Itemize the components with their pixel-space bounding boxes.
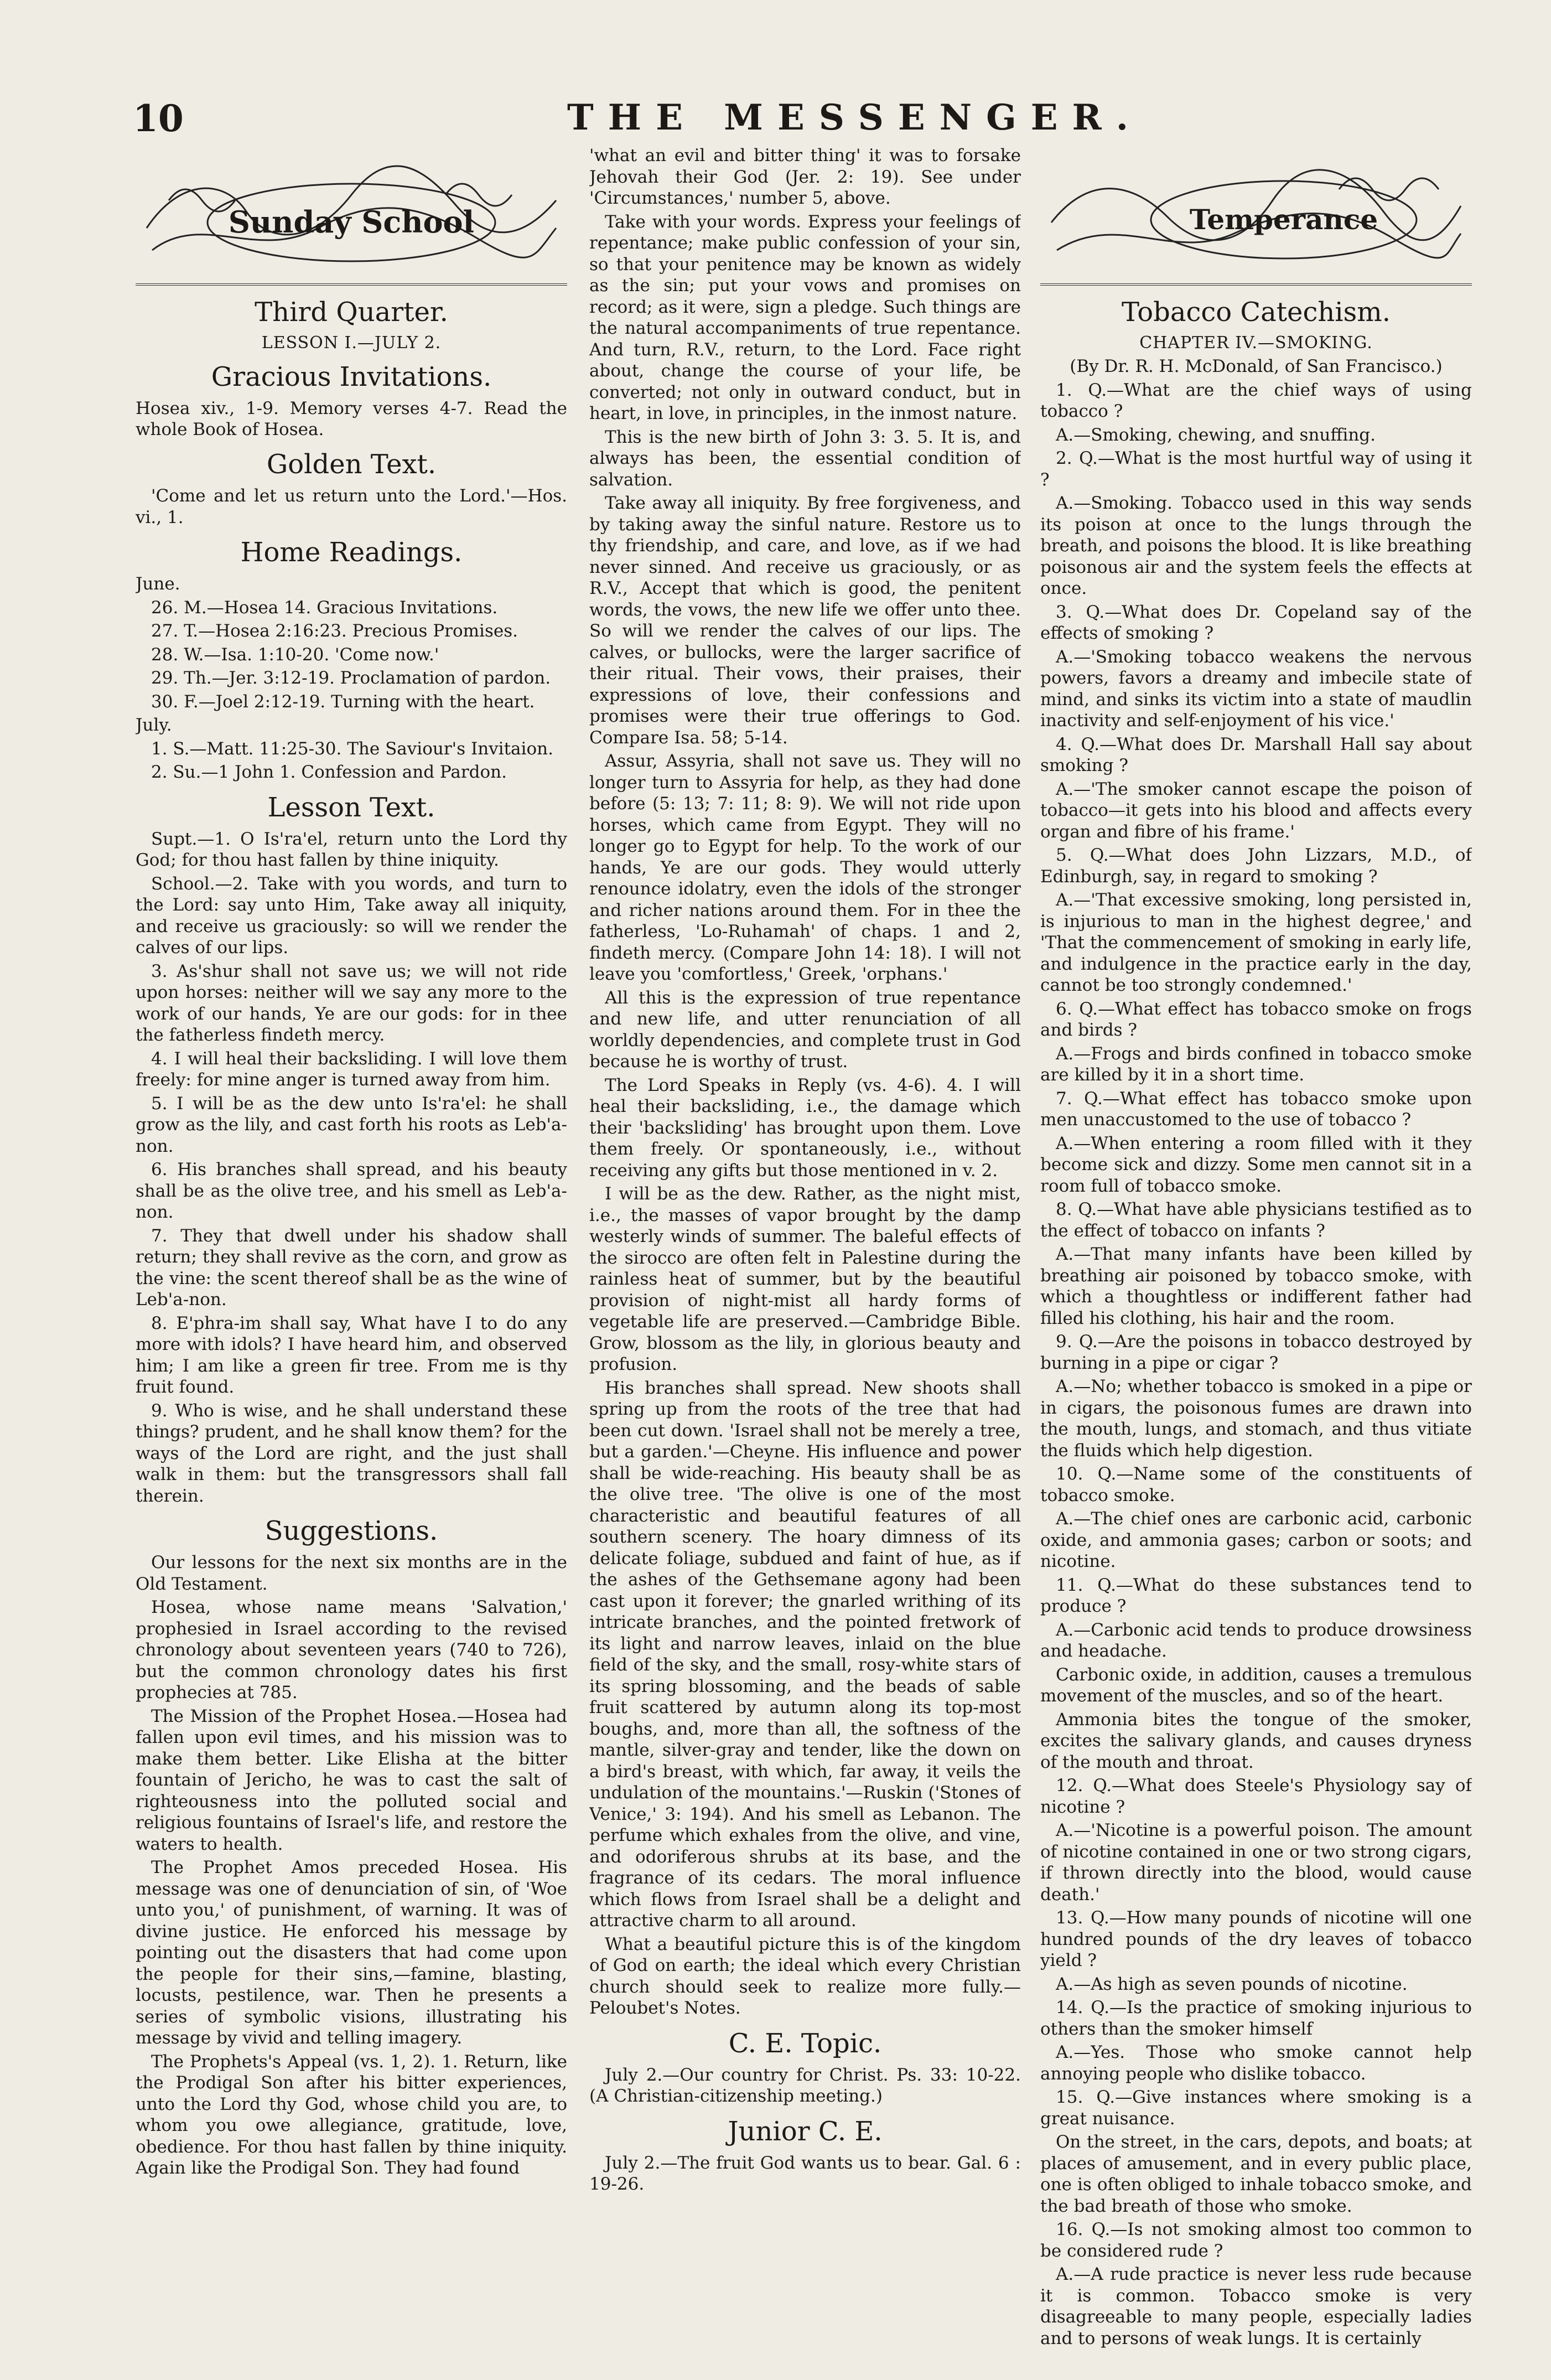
answer: A.—'That excessive smoking, long persisted in, is injurious to man in the highest degree,' and 'That the commencement of smoking in early life, and indulgence in the practice early in the day, cannot be too strongly condemned.' (1040, 890, 1472, 995)
question: 9. Q.—Are the poisons in tobacco destroyed by burning in a pipe or cigar ? (1040, 1332, 1472, 1373)
verse: 7. They that dwell under his shadow shall return; they shall revive as the corn, and grow as the vine: the scent thereof shall be as the wine of Leb'a-non. (136, 1225, 567, 1310)
answer: A.—A rude practice is never less rude because it is common. Tobacco smoke is very disagreeable to many people, especially ladies and to persons of weak lungs. It is certainly (1040, 2264, 1472, 2348)
lesson-text-heading: Lesson Text. (267, 791, 435, 823)
suggestions-body (136, 1552, 567, 2179)
temperance-banner (1040, 145, 1472, 286)
paragraph: This is the new birth of John 3: 3. 5. It is, and always has been, the essential condition of salvation. (589, 427, 1021, 490)
answer: A.—The chief ones are carbonic acid, carbonic oxide, and ammonia gases; carbon or soots; and nicotine. (1040, 1509, 1472, 1571)
list-item: 29. Th.—Jer. 3:12-19. Proclamation of pardon. (151, 668, 551, 688)
ce-topic-text: July 2.—Our country for Christ. Ps. 33: 10-22. (A Christian-citizenship meeting.) (589, 2065, 1021, 2106)
banner-label: Sunday School (228, 204, 475, 240)
paragraph: Take with your words. Express your feelings of repentance; make public confession of your sin, so that your penitence may be known as widely as the sin; put your vows and promises on record; as it were, sign a pledge. Such things are the natural accompaniments of true repentance. And turn, R.V., return, to the Lord. Face right about, change the course of your life, be converted; not only in outward conduct, but in heart, in love, in principles, in the inmost nature. (589, 211, 1021, 423)
list-item: 27. T.—Hosea 2:16:23. Precious Promises. (151, 621, 518, 641)
verse: 9. Who is wise, and he shall understand these things? prudent, and he shall know them? for the ways of the Lord are right, and the just shall walk in them: but the transgressors shall fall therein. (136, 1400, 567, 1506)
question: 15. Q.—Give instances where smoking is a great nuisance. (1040, 2087, 1472, 2129)
lesson-title: Gracious Invitations. (211, 361, 492, 392)
ornamental-banner-icon (136, 145, 567, 283)
paragraph: Our lessons for the next six months are in the Old Testament. (136, 1553, 567, 1594)
question: 7. Q.—What effect has tobacco smoke upon men unaccustomed to the use of tobacco ? (1040, 1088, 1472, 1130)
question: 2. Q.—What is the most hurtful way of using it ? (1040, 448, 1472, 490)
memory-verses: Hosea xiv., 1-9. Memory verses 4-7. Read the whole Book of Hosea. (136, 399, 567, 439)
paragraph: All this is the expression of true repentance and new life, and utter renunciation of all worldly dependencies, and complete trust in God because he is worthy of trust. (589, 987, 1021, 1072)
question: 14. Q.—Is the practice of smoking injurious to others than the smoker himself (1040, 1998, 1472, 2039)
column-temperance (1040, 145, 1472, 2353)
masthead-title: THE MESSENGER. (567, 97, 1143, 138)
answer: A.—Smoking. Tobacco used in this way sends its poison at once to the lungs through the breath, and poisons the blood. It is like breathing poisonous air and the system feels the effects at once. (1040, 493, 1472, 598)
question: 12. Q.—What does Steele's Physiology say of nicotine ? (1040, 1776, 1472, 1817)
junior-ce-text: July 2.—The fruit God wants us to bear. Gal. 6 : 19-26. (589, 2153, 1021, 2194)
golden-text: 'Come and let us return unto the Lord.'—Hos. vi., 1. (136, 486, 567, 527)
sunday-school-banner (136, 145, 567, 286)
catechism-body (1040, 380, 1472, 2350)
list-item: 1. S.—Matt. 11:25-30. The Saviour's Invitaion. (151, 738, 553, 759)
page-header (133, 97, 1483, 141)
answer: A.—'Nicotine is a powerful poison. The amount of nicotine contained in one or two strong cigars, if thrown directly into the blood, would cause death.' (1040, 1820, 1472, 1905)
chapter-label: CHAPTER IV.—SMOKING. (1139, 333, 1373, 353)
quarter-heading: Third Quarter. (255, 297, 448, 328)
answer: A.—Smoking, chewing, and snuffing. (1056, 425, 1376, 445)
question: 6. Q.—What effect has tobacco smoke on frogs and birds ? (1040, 998, 1472, 1040)
verse: 3. As'shur shall not save us; we will not ride upon horses: neither will we say any more to the work of our hands, Ye are our gods: for in thee the fatherless findeth mercy. (136, 961, 567, 1045)
answer: On the street, in the cars, depots, and boats; at places of amusement, and in every public place, one is often obliged to inhale tobacco smoke, and the bad breath of those who smoke. (1040, 2132, 1472, 2216)
ce-topic-heading: C. E. Topic. (728, 2027, 882, 2059)
verse: School.—2. Take with you words, and turn to the Lord: say unto Him, Take away all iniquity, and receive us graciously: so will we render the calves of our lips. (136, 873, 567, 958)
question: 5. Q.—What does John Lizzars, M.D., of Edinburgh, say, in regard to smoking ? (1040, 845, 1472, 887)
answer: A.—Carbonic acid tends to produce drowsiness and headache. (1040, 1620, 1472, 1661)
suggestions-heading: Suggestions. (264, 1515, 438, 1546)
question: 13. Q.—How many pounds of nicotine will one hundred pounds of the dry leaves of tobacco yield ? (1040, 1908, 1472, 1970)
column-commentary (589, 145, 1021, 2353)
page-number: 10 (133, 97, 184, 140)
column-sunday-school (136, 145, 567, 2353)
answer: A.—As high as seven pounds of nicotine. (1056, 1974, 1408, 1994)
answer: A.—When entering a room filled with it they become sick and dizzy. Some men cannot sit in a room full of tobacco smoke. (1040, 1133, 1472, 1196)
ornamental-banner-icon (1040, 145, 1472, 283)
catechism-title: Tobacco Catechism. (1121, 297, 1391, 328)
lesson-text-verses (136, 829, 567, 1507)
list-item: 26. M.—Hosea 14. Gracious Invitations. (151, 597, 498, 618)
golden-text-heading: Golden Text. (266, 449, 437, 480)
verse: 6. His branches shall spread, and his beauty shall be as the olive tree, and his smell as Leb'a-non. (136, 1160, 567, 1222)
verse: 8. E'phra-im shall say, What have I to do any more with idols? I have heard him, and observed him; I am like a green fir tree. From me is thy fruit found. (136, 1313, 567, 1397)
paragraph: The Prophets's Appeal (vs. 1, 2). 1. Return, like the Prodigal Son after his bitter experiences, unto the Lord thy God, whose child you are, to whom you owe allegiance, gratitude, love, obedience. For thou hast fallen by thine iniquity. Again like the Prodigal Son. They had found (136, 2051, 567, 2178)
question: 8. Q.—What have able physicians testified as to the effect of tobacco on infants ? (1040, 1199, 1472, 1241)
paragraph: 'what an evil and bitter thing' it was to forsake Jehovah their God (Jer. 2: 19). See under 'Circumstances,' number 5, above. (589, 146, 1021, 208)
question: 16. Q.—Is not smoking almost too common to be considered rude ? (1040, 2219, 1472, 2261)
answer: A.—That many infants have been killed by breathing air poisoned by tobacco smoke, with which a thoughtless or indifferent father had filled his clothing, his hair and the room. (1040, 1244, 1472, 1328)
answer: Carbonic oxide, in addition, causes a tremulous movement of the muscles, and so of the heart. (1040, 1664, 1472, 1706)
paragraph: The Lord Speaks in Reply (vs. 4-6). 4. I will heal their backsliding, i.e., the damage which their 'backsliding' has brought upon them. Love them freely. Or spontaneously, i.e., without receiving any gifts but those mentioned in v. 2. (589, 1075, 1021, 1181)
paragraph: Take away all iniquity. By free forgiveness, and by taking away the sinful nature. Restore us to thy friendship, and care, and love, as if we had never sinned. And receive us graciously, or as R.V., Accept that which is good, the penitent words, the vows, the new life we offer unto thee. So will we render the calves of our lips. The calves, or bullocks, were the larger sacrifice of their ritual. Their vows, their praises, their expressions of love, their confessions and promises were their true offerings to God. Compare Isa. 58; 5-14. (589, 493, 1021, 748)
paragraph: I will be as the dew. Rather, as the night mist, i.e., the masses of vapor brought by the damp westerly winds of summer. The baleful effects of the sirocco are often felt in Palestine during the rainless heat of summer, but by the beautiful provision of night-mist all hardy forms of vegetable life are preserved.—Cambridge Bible. Grow, blossom as the lily, in glorious beauty and profusion. (589, 1184, 1021, 1374)
verse: 4. I will heal their backsliding. I will love them freely: for mine anger is turned away from him. (136, 1048, 567, 1090)
junior-ce-heading: Junior C. E. (728, 2115, 883, 2147)
paragraph: Hosea, whose name means 'Salvation,' prophesied in Israel according to the revised chronology about seventeen years (740 to 726), but the common chronology dates his first prophecies at 785. (136, 1597, 567, 1703)
answer: A.—'Smoking tobacco weakens the nervous powers, favors a dreamy and imbecile state of mind, and sinks its victim into a state of maudlin inactivity and self-enjoyment of his vice.' (1040, 646, 1472, 731)
question: 10. Q.—Name some of the constituents of tobacco smoke. (1040, 1464, 1472, 1505)
question: 11. Q.—What do these substances tend to produce ? (1040, 1575, 1472, 1616)
question: 4. Q.—What does Dr. Marshall Hall say about smoking ? (1040, 734, 1472, 775)
answer: A.—Yes. Those who smoke cannot help annoying people who dislike tobacco. (1040, 2042, 1472, 2084)
paragraph: The Prophet Amos preceded Hosea. His message was one of denunciation of sin, of 'Woe unto you,' of punishment, of warning. It was of divine justice. He enforced his message by pointing out the disasters that had come upon the people for their sins,—famine, blasting, locusts, pestilence, war. Then he presents a series of symbolic visions, illustrating his message by vivid and telling imagery. (136, 1858, 567, 2048)
home-readings-heading: Home Readings. (240, 537, 463, 568)
list-item: 30. F.—Joel 2:12-19. Turning with the heart. (151, 691, 535, 712)
answer: A.—Frogs and birds confined in tobacco smoke are killed by it in a short time. (1040, 1043, 1472, 1085)
banner-label: Temperance (1189, 203, 1378, 236)
byline: (By Dr. R. H. McDonald, of San Francisco.) (1070, 356, 1443, 376)
question: 3. Q.—What does Dr. Copeland say of the effects of smoking ? (1040, 602, 1472, 643)
verse: 5. I will be as the dew unto Is'ra'el: he shall grow as the lily, and cast forth his roots as Leb'a-non. (136, 1093, 567, 1156)
answer: Ammonia bites the tongue of the smoker, excites the salivary glands, and causes dryness of the mouth and throat. (1040, 1709, 1472, 1772)
paragraph: The Mission of the Prophet Hosea.—Hosea had fallen upon evil times, and his mission was to make them better. Like Elisha at the bitter fountain of Jericho, he was to cast the salt of righteousness into the polluted social and religious fountains of Israel's life, and restore the waters to health. (136, 1706, 567, 1854)
question: 1. Q.—What are the chief ways of using tobacco ? (1040, 380, 1472, 421)
list-item: 28. W.—Isa. 1:10-20. 'Come now.' (151, 644, 439, 665)
paragraph: What a beautiful picture this is of the kingdom of God on earth; the ideal which every Christian church should seek to realize more fully.—Peloubet's Notes. (589, 1934, 1021, 2018)
list-item: 2. Su.—1 John 1. Confession and Pardon. (151, 762, 507, 782)
paragraph: His branches shall spread. New shoots shall spring up from the roots of the tree that had been cut down. 'Israel shall not be merely a tree, but a garden.'—Cheyne. His influence and power shall be wide-reaching. His beauty shall be as the olive tree. 'The olive is one of the most characteristic and beautiful features of all southern scenery. The hoary dimness of its delicate foliage, subdued and faint of hue, as if the ashes of the Gethsemane agony had been cast upon it forever; the gnarled writhing of its intricate branches, and the pointed fretwork of its light and narrow leaves, inlaid on the blue field of the sky, and the small, rosy-white stars of its spring blossoming, and the beads of sable fruit scattered by autumn along its top-most boughs, and, more than all, the softness of the mantle, silver-gray and tender, like the down on a bird's breast, with which, far away, it veils the undulation of the mountains.'—Ruskin ('Stones of Venice,' 3: 194). And his smell as Lebanon. The perfume which exhales from the olive, and vine, and odoriferous shrubs at its base, and the fragrance of its cedars. The moral influence which flows from Israel shall be a delight and attractive charm to all around. (589, 1378, 1021, 1931)
paragraph: Assur, Assyria, shall not save us. They will no longer turn to Assyria for help, as they had done before (5: 13; 7: 11; 8: 9). We will not ride upon horses, which came from Egypt. They will no longer go to Egypt for help. To the work of our hands, Ye are our gods. They would utterly renounce idolatry, even the idols of the stronger and richer nations around them. For in thee the fatherless, 'Lo-Ruhamah' of chaps. 1 and 2, findeth mercy. (Compare John 14: 18). I will not leave you 'comfortless,' Greek, 'orphans.' (589, 751, 1021, 984)
answer: A.—'The smoker cannot escape the poison of tobacco—it gets into his blood and affects every organ and fibre of his frame.' (1040, 779, 1472, 842)
list-item: June. (136, 574, 180, 594)
verse: Supt.—1. O Is'ra'el, return unto the Lord thy God; for thou hast fallen by thine iniquity. (136, 829, 567, 870)
answer: A.—No; whether tobacco is smoked in a pipe or in cigars, the poisonous fumes are drawn into the mouth, lungs, and stomach, and thus vitiate the fluids which help digestion. (1040, 1377, 1472, 1461)
list-item: July. (136, 715, 172, 735)
lesson-label: LESSON I.—JULY 2. (261, 333, 442, 353)
home-readings-list (136, 573, 567, 783)
